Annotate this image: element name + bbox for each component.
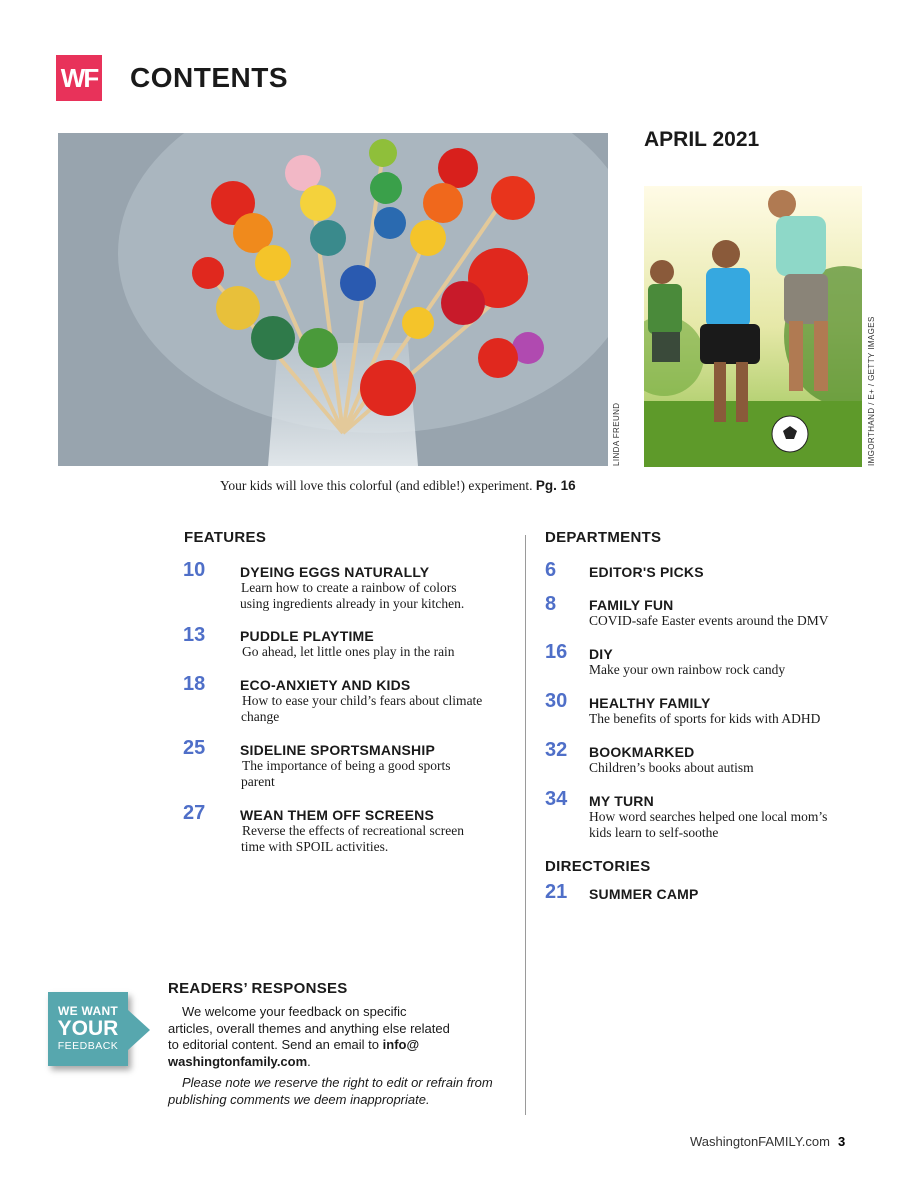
feature-title: WEAN THEM OFF SCREENS (240, 807, 434, 823)
feature-title: SIDELINE SPORTSMANSHIP (240, 742, 435, 758)
department-page-number: 16 (545, 641, 568, 663)
side-photo-family-soccer (644, 186, 862, 467)
feature-description: using ingredients already in your kitchen. (240, 596, 465, 611)
directory-page-number: 21 (545, 881, 568, 903)
department-title: HEALTHY FAMILY (589, 695, 711, 711)
wf-logo: WF (56, 55, 102, 101)
readers-body-end: . (307, 1053, 311, 1069)
rock-candy-illustration (58, 133, 608, 466)
feature-description: Go ahead, let little ones play in the rain (242, 644, 455, 659)
directory-title: SUMMER CAMP (589, 886, 699, 902)
page-footer (690, 1134, 845, 1149)
department-title: FAMILY FUN (589, 597, 674, 613)
department-description: The benefits of sports for kids with ADHD (589, 711, 821, 726)
department-description: Make your own rainbow rock candy (589, 662, 786, 677)
readers-responses-note (168, 1075, 513, 1108)
feedback-badge (48, 992, 128, 1066)
readers-note-line: Please note we reserve the right to edit or refrain from (182, 1075, 493, 1090)
department-title: EDITOR'S PICKS (589, 564, 704, 580)
page-title: CONTENTS (130, 62, 288, 93)
feature-description: Reverse the effects of recreational screen (242, 823, 464, 838)
feedback-badge-line2: YOUR (57, 1017, 119, 1040)
footer-site: WashingtonFAMILY.com (690, 1134, 830, 1149)
feedback-badge-line1: WE WANT (57, 1004, 119, 1018)
feature-description: Learn how to create a rainbow of colors (241, 580, 457, 595)
feedback-email-link[interactable]: info@ washingtonfamily.com (168, 1037, 420, 1069)
hero-caption-page-ref: Pg. 16 (535, 478, 576, 493)
readers-body-line: We welcome your feedback on specific (182, 1004, 407, 1019)
department-page-number: 32 (545, 739, 568, 761)
feature-description: parent (241, 774, 275, 789)
side-photo-credit: IMGORTHAND / E+ / GETTY IMAGES (867, 316, 876, 466)
readers-note-line: publishing comments we deem inappropriate. (168, 1091, 430, 1107)
features-heading: FEATURES (184, 529, 267, 546)
readers-responses-heading: READERS’ RESPONSES (168, 980, 348, 997)
issue-date: APRIL 2021 (644, 128, 760, 151)
department-title: BOOKMARKED (589, 744, 695, 760)
feedback-badge-arrow (128, 1010, 150, 1050)
feature-title: DYEING EGGS NATURALLY (240, 564, 430, 580)
department-description: kids learn to self-soothe (589, 825, 719, 840)
hero-caption (220, 478, 576, 494)
directories-heading: DIRECTORIES (545, 858, 651, 875)
feature-description: change (241, 709, 280, 724)
feature-page-number: 25 (183, 737, 206, 759)
family-soccer-illustration (644, 186, 862, 467)
feedback-badge-line3: FEEDBACK (57, 1040, 119, 1052)
department-page-number: 6 (545, 559, 557, 581)
feature-title: PUDDLE PLAYTIME (240, 628, 374, 644)
readers-responses-body (168, 1004, 503, 1070)
feature-description: The importance of being a good sports (242, 758, 451, 773)
feature-title: ECO-ANXIETY AND KIDS (240, 677, 411, 693)
hero-photo-credit: LINDA FREUND (612, 402, 621, 466)
hero-photo-rock-candy (58, 133, 608, 466)
department-description: How word searches helped one local mom’s (589, 809, 828, 824)
feature-page-number: 10 (183, 559, 206, 581)
feature-description: time with SPOIL activities. (241, 839, 389, 854)
hero-caption-text: Your kids will love this colorful (and edible!) experiment. (220, 478, 533, 493)
departments-heading: DEPARTMENTS (545, 529, 662, 546)
column-divider (525, 535, 526, 1115)
readers-body-line: to editorial content. Send an email to (168, 1037, 383, 1052)
department-title: MY TURN (589, 793, 654, 809)
readers-body-line: articles, overall themes and anything else related (168, 1020, 450, 1036)
feature-description: How to ease your child’s fears about climate (242, 693, 483, 708)
feature-page-number: 13 (183, 624, 206, 646)
feature-page-number: 18 (183, 673, 206, 695)
feature-page-number: 27 (183, 802, 206, 824)
department-title: DIY (589, 646, 613, 662)
department-page-number: 34 (545, 788, 568, 810)
department-description: Children’s books about autism (589, 760, 754, 775)
department-page-number: 30 (545, 690, 568, 712)
footer-page-number: 3 (837, 1134, 846, 1149)
department-page-number: 8 (545, 593, 557, 615)
department-description: COVID-safe Easter events around the DMV (589, 613, 829, 628)
